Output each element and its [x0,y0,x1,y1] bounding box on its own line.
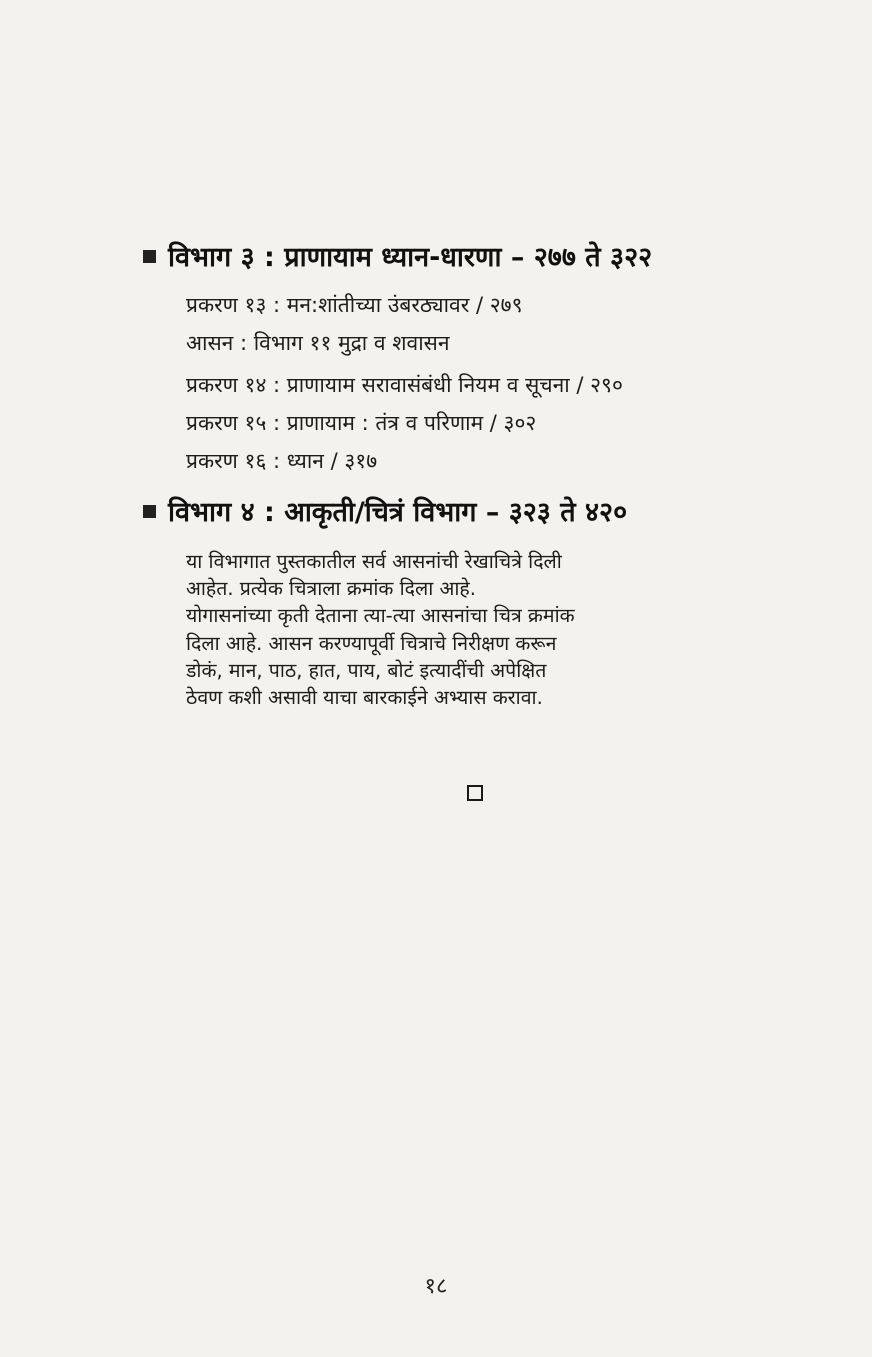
description-line: आहेत. प्रत्येक चित्राला क्रमांक दिला आहे. [186,577,476,601]
toc-entry-asana: आसन : विभाग ११ मुद्रा व शवासन [186,331,450,355]
description-line: ठेवण कशी असावी याचा बारकाईने अभ्यास करावा. [186,686,543,710]
section-heading-text: विभाग ३ : प्राणायाम ध्यान-धारणा – २७७ ते ३२२ [168,242,653,273]
description-line: योगासनांच्या कृती देताना त्या-त्या आसनांचा चित्र क्रमांक [186,604,575,628]
page-number: १८ [424,1274,448,1299]
square-bullet-icon [143,505,156,518]
square-bullet-icon [143,250,156,263]
description-line: या विभागात पुस्तकातील सर्व आसनांची रेखाचित्रे दिली [186,550,562,573]
toc-entry-chapter-13: प्रकरण १३ : मन:शांतीच्या उंबरठ्यावर / २७९ [186,293,523,317]
description-line: डोकं, मान, पाठ, हात, पाय, बोटं इत्यादींची अपेक्षित [186,658,547,682]
toc-entry-chapter-15: प्रकरण १५ : प्राणायाम : तंत्र व परिणाम / ३०२ [186,411,537,435]
section-heading-4 [143,496,627,530]
description-line: दिला आहे. आसन करण्यापूर्वी चित्राचे निरीक्षण करून [186,631,557,655]
section-description [186,548,575,711]
toc-entry-chapter-16: प्रकरण १६ : ध्यान / ३१७ [186,449,378,473]
section-heading-text: विभाग ४ : आकृती/चित्रं विभाग – ३२३ ते ४२० [168,497,628,528]
section-heading-3 [143,241,652,275]
toc-entry-chapter-14: प्रकरण १४ : प्राणायाम सरावासंबंधी नियम व सूचना / २९० [186,373,623,397]
end-square-icon [467,785,483,801]
